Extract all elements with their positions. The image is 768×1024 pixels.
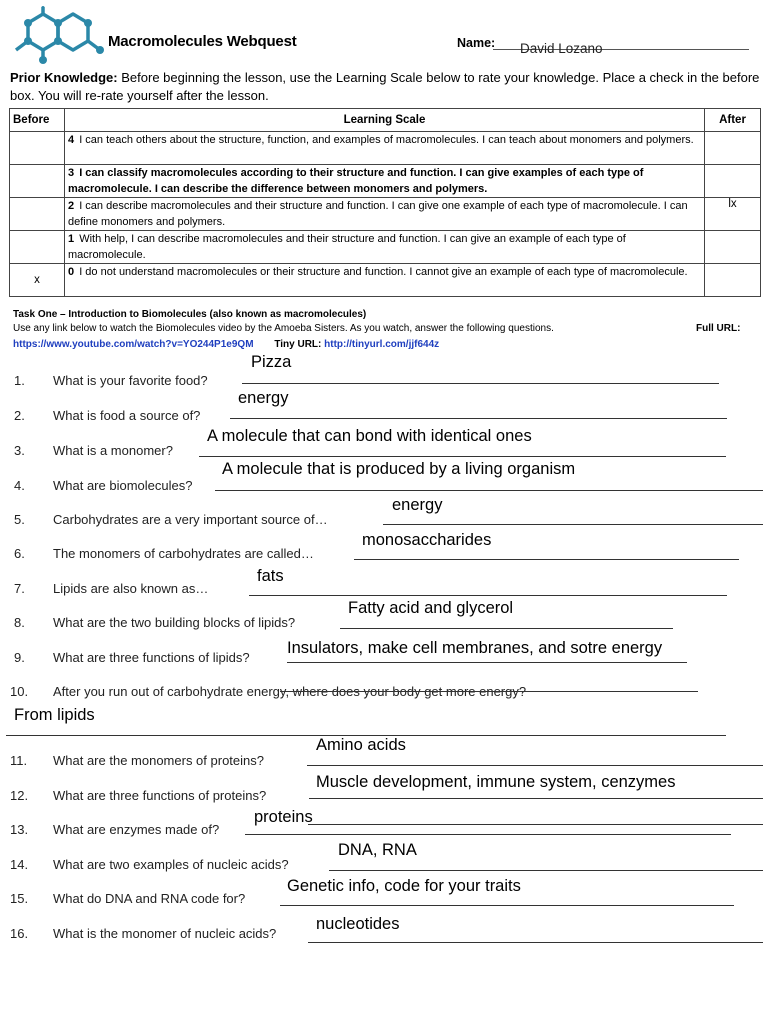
answer-field[interactable]: Genetic info, code for your traits xyxy=(287,877,521,895)
question-text: What are biomolecules? xyxy=(53,478,193,493)
question-number: 7. xyxy=(14,581,25,596)
answer-line xyxy=(340,628,673,629)
question-text: The monomers of carbohydrates are called… xyxy=(53,546,314,561)
question-number: 12. xyxy=(10,788,29,803)
youtube-link[interactable]: https://www.youtube.com/watch?v=YO244P1e9QM xyxy=(13,339,254,350)
before-checkbox[interactable] xyxy=(10,165,65,198)
answer-field[interactable]: Fatty acid and glycerol xyxy=(348,599,514,617)
name-field[interactable]: David Lozano xyxy=(520,41,603,56)
url-line xyxy=(13,339,439,350)
answer-field[interactable]: Muscle development, immune system, cenzymes xyxy=(316,773,676,791)
answer-line xyxy=(307,765,763,766)
answer-line xyxy=(199,456,726,457)
full-url-label: Full URL: xyxy=(696,323,741,334)
question-text: What are enzymes made of? xyxy=(53,822,220,837)
prior-knowledge-instructions xyxy=(10,69,762,105)
answer-line xyxy=(280,691,698,692)
task-one-title: Task One – Introduction to Biomolecules (also known as macromolecules) xyxy=(13,309,367,320)
answer-line xyxy=(245,834,731,835)
question-text: What is your favorite food? xyxy=(53,373,208,388)
question-text: What is the monomer of nucleic acids? xyxy=(53,926,277,941)
answer-line xyxy=(309,798,763,799)
learning-scale-table xyxy=(9,108,761,297)
question-number: 2. xyxy=(14,408,25,423)
scale-level-text: 0 I do not understand macromolecules or their structure and function. I cannot give an example of each type of macromolecule. xyxy=(65,264,705,297)
answer-line xyxy=(287,662,687,663)
prior-knowledge-label: Prior Knowledge: xyxy=(10,70,118,85)
answer-line xyxy=(215,490,763,491)
question-number: 14. xyxy=(10,857,29,872)
table-row xyxy=(10,132,761,165)
answer-field[interactable]: A molecule that can bond with identical ones xyxy=(207,427,532,445)
question-text: What do DNA and RNA code for? xyxy=(53,891,246,906)
answer-line xyxy=(383,524,763,525)
question-text: What are three functions of proteins? xyxy=(53,788,267,803)
question-number: 1. xyxy=(14,373,25,388)
tinyurl-link[interactable]: http://tinyurl.com/jjf644z xyxy=(324,339,440,350)
after-checkbox[interactable] xyxy=(705,132,761,165)
question-text: What are three functions of lipids? xyxy=(53,650,250,665)
prior-knowledge-text: Before beginning the lesson, use the Learning Scale below to rate your knowledge. Place a check in the before box. You will re-rate yourself after the lesson. xyxy=(10,70,760,103)
question-text: What are the two building blocks of lipids? xyxy=(53,615,296,630)
molecule-logo-icon xyxy=(10,6,105,68)
answer-field[interactable]: monosaccharides xyxy=(362,531,492,549)
before-checkbox[interactable] xyxy=(10,132,65,165)
question-number: 5. xyxy=(14,512,25,527)
answer-line xyxy=(242,383,719,384)
question-number: 13. xyxy=(10,822,29,837)
question-number: 9. xyxy=(14,650,25,665)
question-number: 3. xyxy=(14,443,25,458)
after-checkbox[interactable]: lx xyxy=(705,198,761,231)
table-row xyxy=(10,198,761,231)
task-one-description: Use any link below to watch the Biomolecules video by the Amoeba Sisters. As you watch, answer the following questions. xyxy=(13,323,554,334)
before-column-header: Before xyxy=(10,109,65,132)
table-row xyxy=(10,165,761,198)
learning-scale-column-header: Learning Scale xyxy=(65,109,705,132)
answer-field[interactable]: Insulators, make cell membranes, and sotre energy xyxy=(287,639,663,657)
page-title: Macromolecules Webquest xyxy=(108,33,297,50)
question-number: 4. xyxy=(14,478,25,493)
question-number: 6. xyxy=(14,546,25,561)
answer-field[interactable]: Amino acids xyxy=(316,736,406,754)
answer-field[interactable]: From lipids xyxy=(14,706,95,724)
question-number: 15. xyxy=(10,891,29,906)
after-checkbox[interactable] xyxy=(705,264,761,297)
answer-field[interactable]: DNA, RNA xyxy=(338,841,417,859)
before-checkbox[interactable] xyxy=(10,198,65,231)
name-label: Name: xyxy=(457,36,496,50)
answer-line xyxy=(354,559,739,560)
scale-level-text: 3 I can classify macromolecules according to their structure and function. I can give examples of each type of macromolecule. I can describe the difference between monomers and polymers. xyxy=(65,165,705,198)
answer-field[interactable]: energy xyxy=(238,389,289,407)
answer-field[interactable]: nucleotides xyxy=(316,915,400,933)
table-header-row xyxy=(10,109,761,132)
before-checkbox[interactable] xyxy=(10,231,65,264)
answer-line xyxy=(308,824,763,825)
scale-level-text: 2 I can describe macromolecules and their structure and function. I can give one example of each type of macromolecule. I can define monomers and polymers. xyxy=(65,198,705,231)
table-row xyxy=(10,264,761,297)
answer-field[interactable]: energy xyxy=(392,496,443,514)
answer-line xyxy=(329,870,763,871)
scale-level-text: 4 I can teach others about the structure, function, and examples of macromolecules. I can teach about monomers and polymers. xyxy=(65,132,705,165)
answer-line xyxy=(249,595,727,596)
scale-level-text: 1 With help, I can describe macromolecules and their structure and function. I can give an example of each type of macromolecule. xyxy=(65,231,705,264)
answer-line xyxy=(230,418,727,419)
before-checkbox[interactable]: x xyxy=(10,264,65,297)
answer-field[interactable]: proteins xyxy=(254,808,313,826)
table-row xyxy=(10,231,761,264)
answer-line xyxy=(308,942,763,943)
after-checkbox[interactable] xyxy=(705,231,761,264)
question-number: 10. xyxy=(10,684,29,699)
question-text: What is a monomer? xyxy=(53,443,173,458)
question-text: Lipids are also known as… xyxy=(53,581,209,596)
answer-field[interactable]: A molecule that is produced by a living organism xyxy=(222,460,576,478)
after-column-header: After xyxy=(705,109,761,132)
question-text: What are the monomers of proteins? xyxy=(53,753,264,768)
question-number: 11. xyxy=(10,753,28,768)
tiny-url-label: Tiny URL: xyxy=(274,339,322,350)
question-text: Carbohydrates are a very important source of… xyxy=(53,512,328,527)
answer-field[interactable]: Pizza xyxy=(251,353,292,371)
question-text: What is food a source of? xyxy=(53,408,201,423)
question-text: What are two examples of nucleic acids? xyxy=(53,857,289,872)
question-number: 8. xyxy=(14,615,25,630)
answer-field[interactable]: fats xyxy=(257,567,284,585)
answer-line xyxy=(280,905,734,906)
question-number: 16. xyxy=(10,926,29,941)
question-text: After you run out of carbohydrate energy, where does your body get more energy? xyxy=(53,684,527,699)
after-checkbox[interactable] xyxy=(705,165,761,198)
